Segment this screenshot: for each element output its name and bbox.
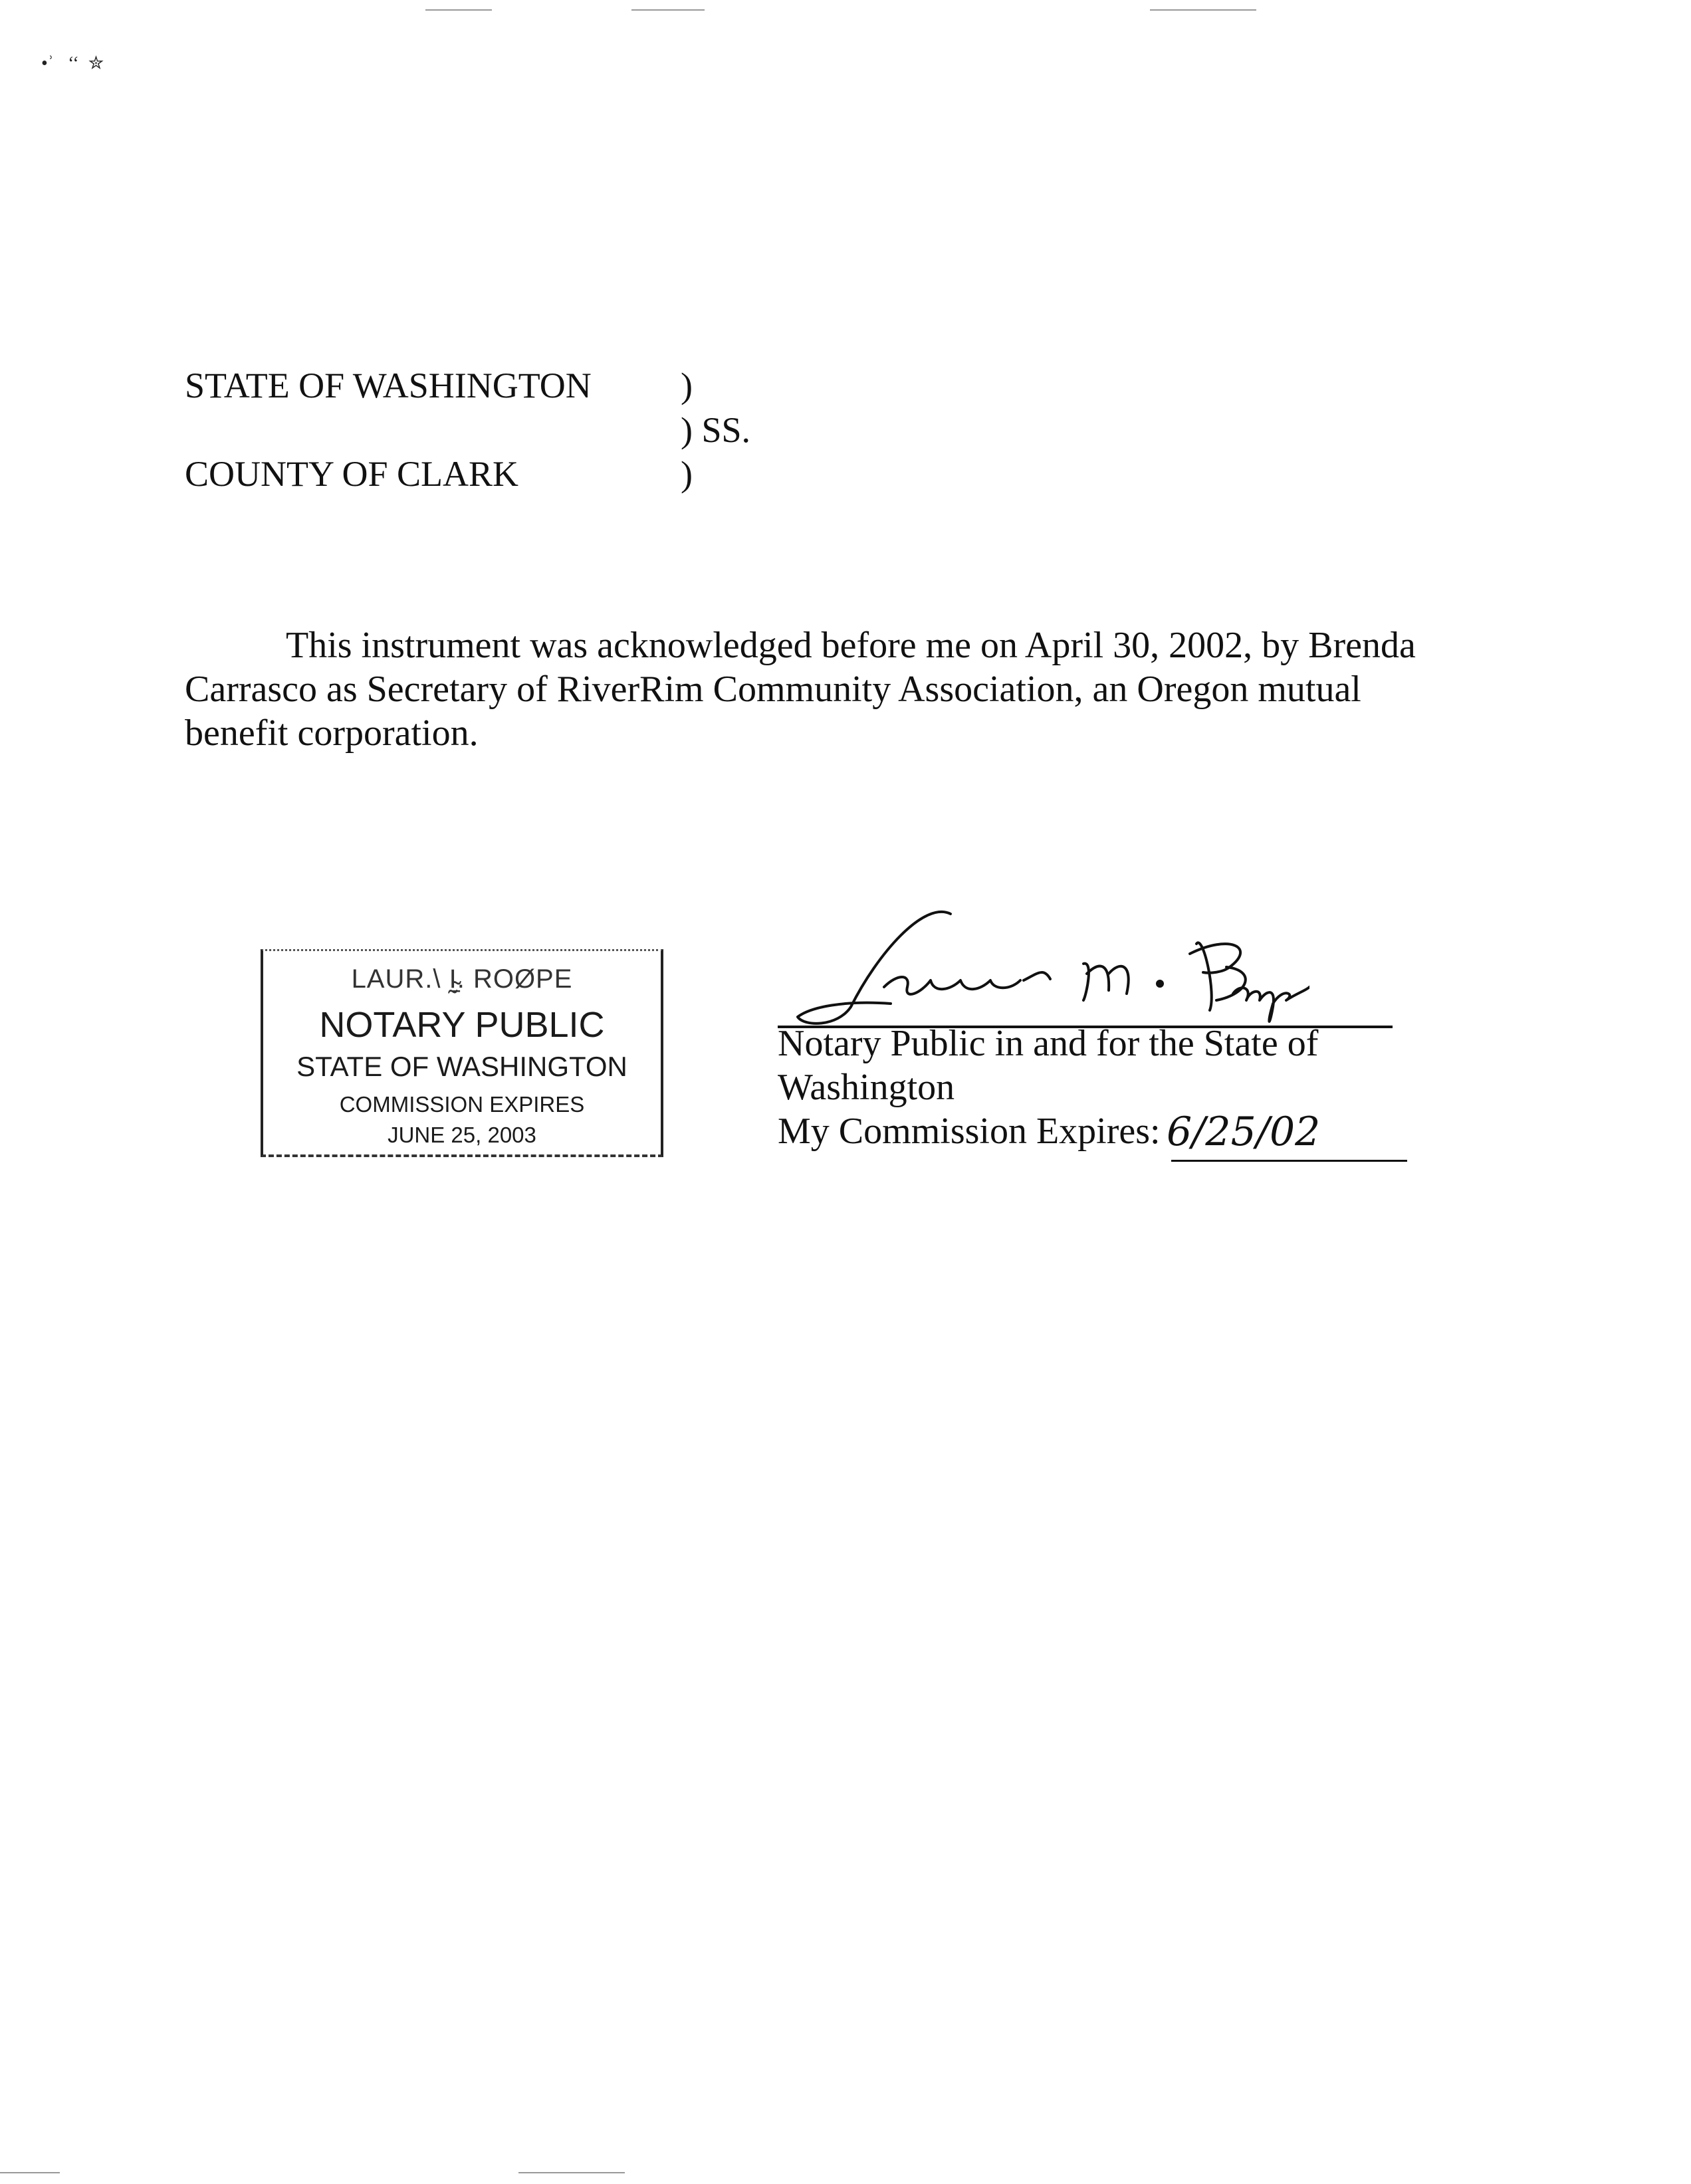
stamp-state: STATE OF WASHINGTON [296, 1051, 627, 1082]
acknowledgment-line: This instrument was acknowledged before me on April 30, 2002, by Brenda [286, 625, 1416, 666]
stamp-expires-date: JUNE 25, 2003 [388, 1123, 536, 1147]
notary-title-line: Notary Public in and for the State of [778, 1023, 1319, 1064]
scan-mark [1150, 9, 1256, 11]
scan-mark [425, 9, 492, 11]
scan-specks: •ʾ ‘‘ ✮ [41, 53, 104, 74]
venue-ss: ) SS. [681, 410, 751, 450]
acknowledgment-line: benefit corporation. [185, 712, 479, 754]
commission-expires-underline [1171, 1160, 1407, 1162]
notary-stamp [261, 949, 663, 1157]
scan-mark [518, 2172, 625, 2173]
stamp-title: NOTARY PUBLIC [319, 1005, 605, 1045]
venue-state: STATE OF WASHINGTON [185, 366, 592, 405]
stamp-name: LAUR.\ Ḭ̴̱. ROØPE [351, 964, 573, 994]
stamp-expires-label: COMMISSION EXPIRES [339, 1092, 585, 1117]
commission-expires-value: 6/25/02 [1167, 1109, 1321, 1155]
acknowledgment-paragraph [185, 623, 1514, 755]
venue-paren: ) [681, 366, 693, 405]
acknowledgment-line: Carrasco as Secretary of RiverRim Community Association, an Oregon mutual [185, 669, 1361, 710]
scan-mark [631, 9, 705, 11]
notary-signature [791, 894, 1309, 1027]
scan-mark [0, 2172, 60, 2173]
venue-county: COUNTY OF CLARK [185, 454, 519, 494]
venue-paren: ) [681, 454, 693, 494]
notary-state-line: Washington [778, 1067, 955, 1108]
commission-expires-label: My Commission Expires: [778, 1111, 1161, 1152]
